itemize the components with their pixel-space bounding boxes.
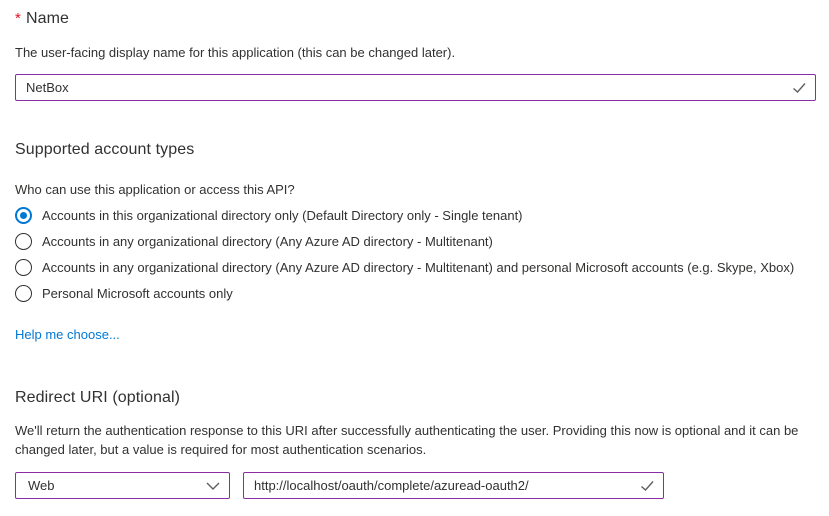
platform-select[interactable] [15, 472, 230, 499]
name-title-text: Name [25, 10, 70, 27]
radio-option-personal-only[interactable] [15, 280, 794, 306]
account-types-title: Supported account types [15, 141, 195, 158]
chevron-down-icon [206, 481, 220, 490]
account-types-question: Who can use this application or access this API? [15, 182, 295, 197]
account-types-radio-group [15, 202, 794, 306]
help-me-choose-link[interactable]: Help me choose... [15, 327, 120, 342]
name-input-wrap [15, 74, 816, 101]
radio-icon[interactable] [15, 285, 32, 302]
radio-icon[interactable] [15, 207, 32, 224]
radio-option-multitenant-personal[interactable] [15, 254, 794, 280]
redirect-uri-controls [15, 472, 664, 499]
name-description: The user-facing display name for this application (this can be changed later). [15, 45, 456, 60]
radio-icon[interactable] [15, 259, 32, 276]
platform-select-value: Web [28, 478, 55, 493]
radio-option-label: Accounts in any organizational directory (Any Azure AD directory - Multitenant) [42, 233, 493, 249]
name-section-title [15, 10, 69, 28]
redirect-uri-description: We'll return the authentication response to this URI after successfully authenticating the user. Providing this now is optional and it can be changed later, but a value is required for most authentication scenarios. [15, 423, 799, 457]
radio-option-multitenant[interactable] [15, 228, 794, 254]
redirect-uri-title: Redirect URI (optional) [15, 389, 181, 406]
radio-option-label: Accounts in any organizational directory (Any Azure AD directory - Multitenant) and personal Microsoft accounts (e.g. Skype, Xbox) [42, 259, 795, 275]
radio-icon[interactable] [15, 233, 32, 250]
redirect-uri-input[interactable] [243, 472, 664, 499]
name-input[interactable] [15, 74, 816, 101]
redirect-uri-input-wrap [243, 472, 664, 499]
radio-option-label: Accounts in this organizational directory only (Default Directory only - Single tenant) [42, 207, 523, 223]
radio-option-single-tenant[interactable] [15, 202, 794, 228]
radio-option-label: Personal Microsoft accounts only [42, 285, 233, 301]
required-asterisk: * [15, 10, 21, 27]
